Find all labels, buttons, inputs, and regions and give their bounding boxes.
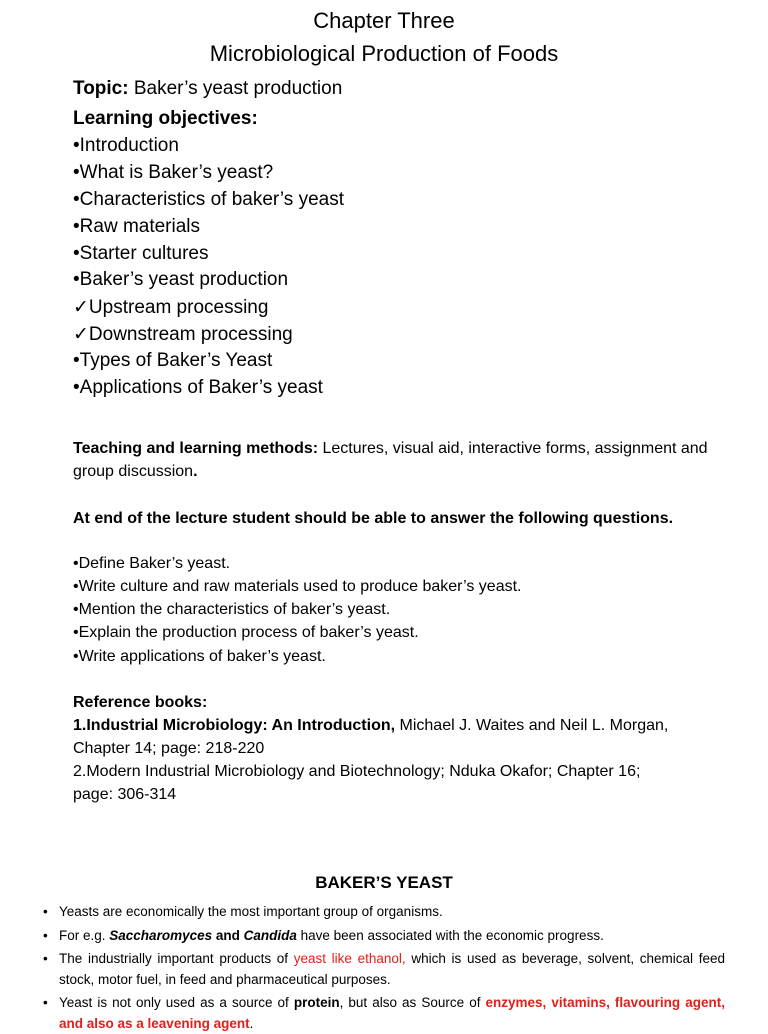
- objective-item: •What is Baker’s yeast?: [73, 162, 274, 183]
- text-run: which is used as beverage, solvent, chemical feed stock, motor fuel, in feed and pharmaceutical purposes.: [59, 951, 725, 987]
- methods-label: Teaching and learning methods:: [73, 440, 319, 457]
- text-run: The industrially important products of: [59, 951, 294, 966]
- methods-text: Lectures, visual aid, interactive forms, assignment and group discussion: [73, 440, 708, 480]
- topic-value: Baker’s yeast production: [128, 78, 343, 99]
- objective-check-item: ✓Upstream processing: [73, 297, 269, 318]
- highlight-text: enzymes, vitamins, flavouring agent, and also as a leavening agent: [59, 995, 725, 1031]
- chapter-title: Microbiological Production of Foods: [209, 41, 559, 66]
- references-heading: Reference books:: [73, 694, 208, 711]
- objective-check-item: ✓Downstream processing: [73, 324, 293, 345]
- bullet-icon: •: [43, 951, 48, 966]
- objective-item: •Raw materials: [73, 216, 201, 237]
- objective-item: •Introduction: [73, 135, 179, 156]
- objective-item: •Characteristics of baker’s yeast: [73, 189, 345, 210]
- text-run: and: [212, 928, 244, 943]
- bullet-icon: •: [43, 928, 48, 943]
- topic-label: Topic:: [73, 78, 129, 99]
- bullet-text: [59, 992, 725, 1034]
- objectives-heading: Learning objectives:: [73, 108, 258, 129]
- reference-1: [73, 714, 673, 760]
- bullet-icon: •: [43, 995, 48, 1010]
- objective-item: •Types of Baker’s Yeast: [73, 350, 273, 371]
- section-heading: BAKER’S YEAST: [315, 873, 453, 892]
- question-item: •Define Baker’s yeast.: [73, 555, 231, 572]
- topic-line: [73, 78, 342, 100]
- bold-term: protein: [293, 995, 340, 1010]
- question-item: •Explain the production process of baker’s yeast.: [73, 624, 419, 641]
- text-run: .: [249, 1016, 254, 1031]
- bullet-text: [59, 948, 725, 990]
- reference-1-details: Michael J. Waites and Neil L. Morgan, Chapter 14; page: 218-220: [73, 717, 669, 757]
- chapter-label: Chapter Three: [313, 8, 455, 33]
- question-item: •Mention the characteristics of baker’s yeast.: [73, 601, 391, 618]
- objective-item: •Applications of Baker’s yeast: [73, 377, 323, 398]
- bullet-text: [59, 925, 725, 946]
- methods-period: .: [193, 463, 198, 480]
- question-item: •Write culture and raw materials used to produce baker’s yeast.: [73, 578, 522, 595]
- text-run: Yeast is not only used as a source of: [59, 995, 294, 1010]
- bullet-icon: •: [43, 904, 48, 919]
- genus-name: Candida: [243, 928, 297, 943]
- objective-item: •Starter cultures: [73, 243, 209, 264]
- teaching-methods: [73, 437, 723, 483]
- text-run: have been associated with the economic progress.: [296, 928, 604, 943]
- highlight-text: yeast like ethanol,: [293, 951, 406, 966]
- reference-1-title: 1.Industrial Microbiology: An Introduction,: [73, 717, 396, 734]
- genus-name: Saccharomyces: [109, 928, 213, 943]
- question-item: •Write applications of baker’s yeast.: [73, 648, 326, 665]
- questions-heading: At end of the lecture student should be able to answer the following questions.: [73, 510, 674, 527]
- text-run: For e.g.: [59, 928, 110, 943]
- objective-item: •Baker’s yeast production: [73, 269, 289, 290]
- reference-2: 2.Modern Industrial Microbiology and Biotechnology; Nduka Okafor; Chapter 16; page: 306-314: [73, 763, 641, 803]
- bullet-text: Yeasts are economically the most important group of organisms.: [59, 904, 443, 919]
- text-run: , but also as Source of: [339, 995, 486, 1010]
